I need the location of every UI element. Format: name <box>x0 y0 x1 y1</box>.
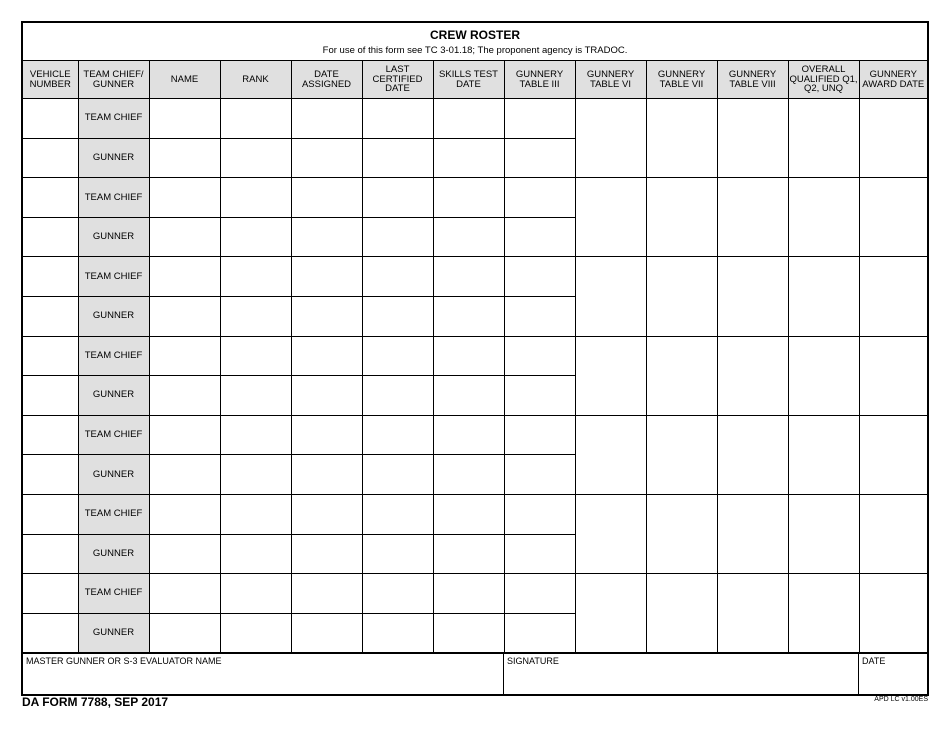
field-name[interactable] <box>149 257 220 297</box>
evaluator-name-label: MASTER GUNNER OR S-3 EVALUATOR NAME <box>26 656 222 667</box>
field-overall-qualified-q1-q2-unq[interactable] <box>788 336 859 415</box>
column-header: TEAM CHIEF/ GUNNER <box>78 61 149 99</box>
role-label: TEAM CHIEF <box>78 257 149 297</box>
field-gunnery-table-vii[interactable] <box>646 178 717 257</box>
role-label: GUNNER <box>78 534 149 574</box>
header-row <box>23 61 927 99</box>
version-label: APD LC v1.00ES <box>874 696 928 703</box>
field-last-certified-date[interactable] <box>362 455 433 495</box>
field-last-certified-date[interactable] <box>362 574 433 614</box>
field-gunnery-table-iii[interactable] <box>504 494 575 534</box>
field-vehicle-number[interactable] <box>23 178 78 218</box>
field-name[interactable] <box>149 613 220 653</box>
field-rank[interactable] <box>220 99 291 139</box>
field-date-assigned[interactable] <box>291 574 362 614</box>
field-gunnery-table-vi[interactable] <box>575 574 646 653</box>
field-rank[interactable] <box>220 494 291 534</box>
field-vehicle-number[interactable] <box>23 296 78 336</box>
field-rank[interactable] <box>220 455 291 495</box>
crew-row-chief <box>23 336 927 376</box>
field-vehicle-number[interactable] <box>23 574 78 614</box>
column-header: GUNNERY TABLE III <box>504 61 575 99</box>
field-gunnery-award-date[interactable] <box>859 494 927 573</box>
field-name[interactable] <box>149 415 220 455</box>
field-last-certified-date[interactable] <box>362 217 433 257</box>
field-gunnery-table-vi[interactable] <box>575 336 646 415</box>
field-gunnery-table-iii[interactable] <box>504 415 575 455</box>
field-gunnery-award-date[interactable] <box>859 336 927 415</box>
column-header: OVERALL QUALIFIED Q1, Q2, UNQ <box>788 61 859 99</box>
field-last-certified-date[interactable] <box>362 534 433 574</box>
field-gunnery-table-viii[interactable] <box>717 257 788 336</box>
role-label: TEAM CHIEF <box>78 415 149 455</box>
field-skills-test-date[interactable] <box>433 534 504 574</box>
role-label: GUNNER <box>78 613 149 653</box>
field-name[interactable] <box>149 138 220 178</box>
role-label: GUNNER <box>78 296 149 336</box>
field-skills-test-date[interactable] <box>433 376 504 416</box>
field-last-certified-date[interactable] <box>362 494 433 534</box>
field-name[interactable] <box>149 574 220 614</box>
field-vehicle-number[interactable] <box>23 99 78 139</box>
field-gunnery-table-vii[interactable] <box>646 494 717 573</box>
field-gunnery-award-date[interactable] <box>859 415 927 494</box>
column-header: SKILLS TEST DATE <box>433 61 504 99</box>
evaluator-block <box>23 653 927 694</box>
field-overall-qualified-q1-q2-unq[interactable] <box>788 574 859 653</box>
field-date-assigned[interactable] <box>291 494 362 534</box>
role-label: GUNNER <box>78 217 149 257</box>
field-gunnery-table-vii[interactable] <box>646 574 717 653</box>
field-gunnery-award-date[interactable] <box>859 574 927 653</box>
field-date-assigned[interactable] <box>291 217 362 257</box>
field-gunnery-table-vi[interactable] <box>575 257 646 336</box>
field-skills-test-date[interactable] <box>433 455 504 495</box>
field-rank[interactable] <box>220 217 291 257</box>
roster-table <box>23 61 927 653</box>
field-gunnery-table-viii[interactable] <box>717 178 788 257</box>
field-gunnery-table-vi[interactable] <box>575 415 646 494</box>
field-gunnery-table-iii[interactable] <box>504 99 575 139</box>
field-last-certified-date[interactable] <box>362 613 433 653</box>
field-gunnery-table-viii[interactable] <box>717 574 788 653</box>
form-subtitle: For use of this form see TC 3-01.18; The proponent agency is TRADOC. <box>322 45 628 56</box>
field-skills-test-date[interactable] <box>433 336 504 376</box>
signature-field[interactable] <box>504 654 859 694</box>
field-last-certified-date[interactable] <box>362 376 433 416</box>
column-header: NAME <box>149 61 220 99</box>
role-label: GUNNER <box>78 138 149 178</box>
field-gunnery-table-iii[interactable] <box>504 613 575 653</box>
field-overall-qualified-q1-q2-unq[interactable] <box>788 257 859 336</box>
role-label: TEAM CHIEF <box>78 494 149 534</box>
field-gunnery-table-iii[interactable] <box>504 455 575 495</box>
field-rank[interactable] <box>220 336 291 376</box>
field-rank[interactable] <box>220 415 291 455</box>
field-vehicle-number[interactable] <box>23 415 78 455</box>
field-skills-test-date[interactable] <box>433 217 504 257</box>
signature-label: SIGNATURE <box>507 656 559 667</box>
date-label: DATE <box>862 656 886 667</box>
column-header: DATE ASSIGNED <box>291 61 362 99</box>
form-title: CREW ROSTER <box>430 28 520 42</box>
field-skills-test-date[interactable] <box>433 415 504 455</box>
evaluator-name-field[interactable] <box>23 654 504 694</box>
field-gunnery-table-vii[interactable] <box>646 415 717 494</box>
column-header: RANK <box>220 61 291 99</box>
field-gunnery-award-date[interactable] <box>859 257 927 336</box>
field-vehicle-number[interactable] <box>23 376 78 416</box>
role-label: GUNNER <box>78 455 149 495</box>
field-gunnery-table-iii[interactable] <box>504 376 575 416</box>
field-gunnery-table-vi[interactable] <box>575 178 646 257</box>
field-last-certified-date[interactable] <box>362 336 433 376</box>
column-header: GUNNERY TABLE VIII <box>717 61 788 99</box>
title-block <box>23 23 927 61</box>
field-gunnery-table-vii[interactable] <box>646 257 717 336</box>
field-vehicle-number[interactable] <box>23 455 78 495</box>
field-name[interactable] <box>149 455 220 495</box>
field-rank[interactable] <box>220 257 291 297</box>
crew-row-chief <box>23 178 927 218</box>
field-gunnery-table-vii[interactable] <box>646 99 717 178</box>
crew-row-chief <box>23 574 927 614</box>
field-overall-qualified-q1-q2-unq[interactable] <box>788 415 859 494</box>
field-skills-test-date[interactable] <box>433 99 504 139</box>
field-gunnery-table-iii[interactable] <box>504 178 575 218</box>
field-skills-test-date[interactable] <box>433 178 504 218</box>
field-date-assigned[interactable] <box>291 455 362 495</box>
field-name[interactable] <box>149 376 220 416</box>
field-date-assigned[interactable] <box>291 376 362 416</box>
field-vehicle-number[interactable] <box>23 336 78 376</box>
field-gunnery-award-date[interactable] <box>859 178 927 257</box>
field-gunnery-table-vi[interactable] <box>575 99 646 178</box>
field-gunnery-table-iii[interactable] <box>504 138 575 178</box>
field-gunnery-table-iii[interactable] <box>504 257 575 297</box>
field-last-certified-date[interactable] <box>362 138 433 178</box>
role-label: TEAM CHIEF <box>78 336 149 376</box>
crew-roster-form <box>21 21 929 696</box>
crew-row-chief <box>23 99 927 139</box>
field-vehicle-number[interactable] <box>23 494 78 534</box>
crew-row-chief <box>23 494 927 534</box>
role-label: TEAM CHIEF <box>78 99 149 139</box>
field-name[interactable] <box>149 99 220 139</box>
field-name[interactable] <box>149 336 220 376</box>
field-overall-qualified-q1-q2-unq[interactable] <box>788 99 859 178</box>
field-rank[interactable] <box>220 296 291 336</box>
field-date-assigned[interactable] <box>291 257 362 297</box>
field-date-assigned[interactable] <box>291 613 362 653</box>
field-skills-test-date[interactable] <box>433 257 504 297</box>
field-rank[interactable] <box>220 613 291 653</box>
column-header: LAST CERTIFIED DATE <box>362 61 433 99</box>
field-date-assigned[interactable] <box>291 336 362 376</box>
field-rank[interactable] <box>220 574 291 614</box>
field-skills-test-date[interactable] <box>433 138 504 178</box>
role-label: GUNNER <box>78 376 149 416</box>
field-name[interactable] <box>149 296 220 336</box>
field-gunnery-table-viii[interactable] <box>717 415 788 494</box>
crew-row-chief <box>23 257 927 297</box>
field-last-certified-date[interactable] <box>362 257 433 297</box>
field-rank[interactable] <box>220 376 291 416</box>
field-last-certified-date[interactable] <box>362 99 433 139</box>
crew-row-chief <box>23 415 927 455</box>
field-date-assigned[interactable] <box>291 138 362 178</box>
field-gunnery-table-vii[interactable] <box>646 336 717 415</box>
form-number: DA FORM 7788, SEP 2017 <box>22 695 169 709</box>
field-name[interactable] <box>149 178 220 218</box>
field-skills-test-date[interactable] <box>433 494 504 534</box>
field-skills-test-date[interactable] <box>433 296 504 336</box>
field-date-assigned[interactable] <box>291 296 362 336</box>
field-gunnery-table-iii[interactable] <box>504 296 575 336</box>
field-vehicle-number[interactable] <box>23 534 78 574</box>
field-last-certified-date[interactable] <box>362 415 433 455</box>
field-vehicle-number[interactable] <box>23 257 78 297</box>
date-field[interactable] <box>859 654 927 694</box>
column-header: GUNNERY TABLE VI <box>575 61 646 99</box>
field-gunnery-table-viii[interactable] <box>717 336 788 415</box>
field-gunnery-table-iii[interactable] <box>504 336 575 376</box>
field-vehicle-number[interactable] <box>23 217 78 257</box>
field-date-assigned[interactable] <box>291 178 362 218</box>
field-gunnery-table-iii[interactable] <box>504 574 575 614</box>
field-name[interactable] <box>149 217 220 257</box>
field-name[interactable] <box>149 494 220 534</box>
field-skills-test-date[interactable] <box>433 574 504 614</box>
field-rank[interactable] <box>220 138 291 178</box>
field-date-assigned[interactable] <box>291 415 362 455</box>
field-gunnery-table-viii[interactable] <box>717 494 788 573</box>
field-gunnery-table-viii[interactable] <box>717 99 788 178</box>
field-vehicle-number[interactable] <box>23 613 78 653</box>
column-header: GUNNERY TABLE VII <box>646 61 717 99</box>
field-gunnery-table-iii[interactable] <box>504 534 575 574</box>
field-last-certified-date[interactable] <box>362 296 433 336</box>
field-overall-qualified-q1-q2-unq[interactable] <box>788 494 859 573</box>
field-rank[interactable] <box>220 534 291 574</box>
role-label: TEAM CHIEF <box>78 574 149 614</box>
role-label: TEAM CHIEF <box>78 178 149 218</box>
field-last-certified-date[interactable] <box>362 178 433 218</box>
column-header: GUNNERY AWARD DATE <box>859 61 927 99</box>
field-vehicle-number[interactable] <box>23 138 78 178</box>
field-date-assigned[interactable] <box>291 99 362 139</box>
field-name[interactable] <box>149 534 220 574</box>
field-overall-qualified-q1-q2-unq[interactable] <box>788 178 859 257</box>
field-gunnery-award-date[interactable] <box>859 99 927 178</box>
field-gunnery-table-vi[interactable] <box>575 494 646 573</box>
column-header: VEHICLE NUMBER <box>23 61 78 99</box>
field-rank[interactable] <box>220 178 291 218</box>
field-skills-test-date[interactable] <box>433 613 504 653</box>
field-date-assigned[interactable] <box>291 534 362 574</box>
field-gunnery-table-iii[interactable] <box>504 217 575 257</box>
